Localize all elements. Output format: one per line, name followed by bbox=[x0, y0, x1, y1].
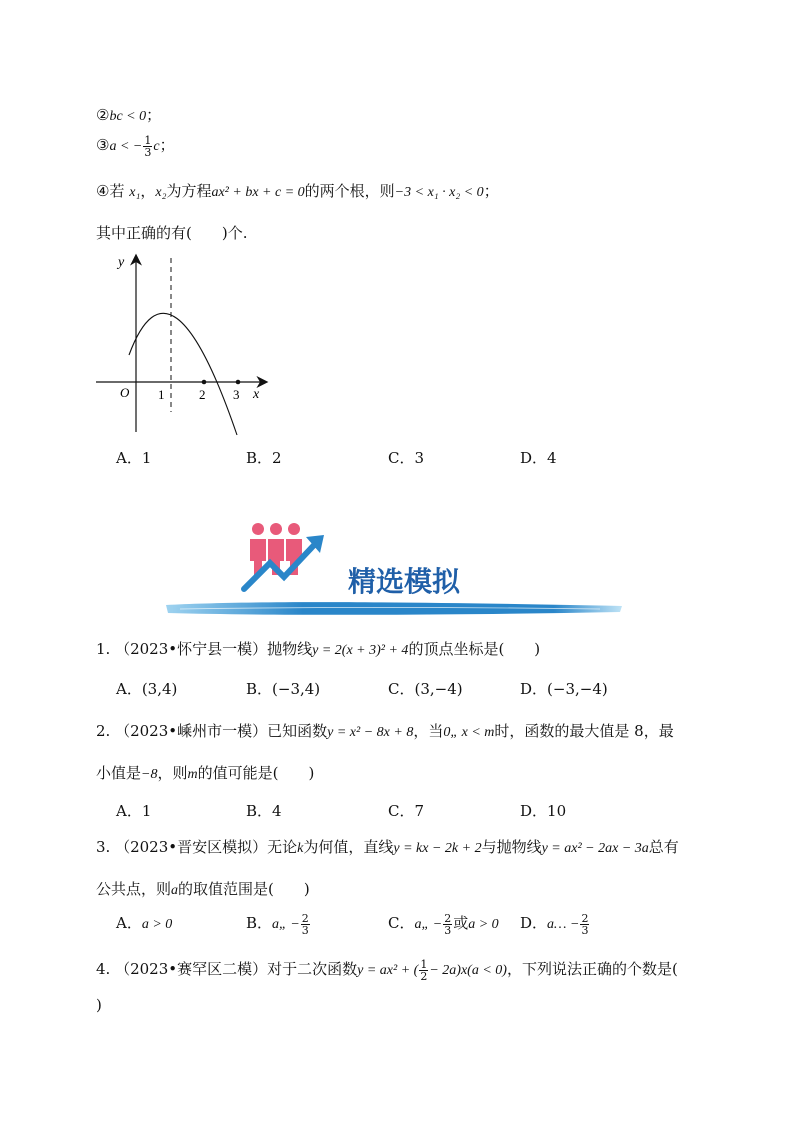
item-4: ④若 x₁，x₂为方程ax² + bx + c = 0的两个根，则−3 < x₁ · x₂ < 0； bbox=[96, 182, 499, 200]
parabola-curve bbox=[129, 313, 237, 435]
q1-option-a[interactable]: A．(3,4) bbox=[116, 680, 178, 698]
question-2: 2. （2023•嵊州市一模）已知函数y = x² − 8x + 8，当0„ x < m时，函数的最大值是 8，最 bbox=[96, 722, 674, 740]
fraction: $\frac{1}{2}$ bbox=[420, 957, 428, 983]
question-tail: 其中正确的有( )个. bbox=[96, 224, 248, 242]
q3-option-b[interactable]: B．a„ − $\frac{2}{3}$ bbox=[246, 911, 309, 937]
q2-option-d[interactable]: D．10 bbox=[520, 802, 567, 820]
question-3: 3. （2023•晋安区模拟）无论k为何值，直线y = kx − 2k + 2与抛物线y = ax² − 2ax − 3a总有 bbox=[96, 838, 679, 856]
item-2: ②bc < 0； bbox=[96, 106, 162, 124]
banner-title: 精选模拟 bbox=[348, 565, 461, 598]
q3-option-d[interactable]: D．a… − $\frac{2}{3}$ bbox=[520, 911, 589, 937]
q2-option-c[interactable]: C．7 bbox=[388, 802, 425, 820]
q1-option-d[interactable]: D．(−3,−4) bbox=[520, 680, 608, 698]
fraction: $\frac{1}{3}$ bbox=[144, 133, 152, 159]
question-3-line-2: 公共点，则a的取值范围是( ) bbox=[96, 880, 310, 898]
option-a[interactable]: A．1 bbox=[116, 449, 152, 467]
question-4: 4. （2023•赛罕区二模）对于二次函数y = ax² + ( $\frac{1}{2}$ − 2a)x(a < 0)，下列说法正确的个数是( bbox=[96, 957, 678, 983]
tick-2: 2 bbox=[199, 387, 206, 402]
question-4-line-2: ) bbox=[96, 996, 102, 1014]
point-3 bbox=[236, 380, 241, 385]
q1-option-b[interactable]: B．(−3,4) bbox=[246, 680, 321, 698]
section-banner bbox=[160, 515, 630, 625]
question-1: 1. （2023•怀宁县一模）抛物线y = 2(x + 3)² + 4的顶点坐标是( ) bbox=[96, 640, 541, 658]
q2-option-a[interactable]: A．1 bbox=[116, 802, 152, 820]
parabola-graph bbox=[90, 250, 280, 440]
tick-1: 1 bbox=[158, 387, 165, 402]
people-growth-icon bbox=[244, 523, 324, 589]
q2-option-b[interactable]: B．4 bbox=[246, 802, 282, 820]
question-2-line-2: 小值是−8，则m的值可能是( ) bbox=[96, 764, 315, 782]
x-label: x bbox=[253, 387, 260, 402]
q3-option-c[interactable]: C．a„ − $\frac{2}{3}$ 或a > 0 bbox=[388, 911, 499, 937]
option-d[interactable]: D．4 bbox=[520, 449, 557, 467]
option-c[interactable]: C．3 bbox=[388, 449, 425, 467]
option-b[interactable]: B．2 bbox=[246, 449, 282, 467]
item-3: ③a < − $\frac{1}{3}$ c； bbox=[96, 133, 175, 159]
q3-option-a[interactable]: A．a > 0 bbox=[116, 914, 173, 932]
point-2 bbox=[202, 380, 207, 385]
tick-3: 3 bbox=[233, 387, 240, 402]
q1-option-c[interactable]: C．(3,−4) bbox=[388, 680, 463, 698]
origin-label: O bbox=[120, 385, 130, 400]
y-label: y bbox=[118, 255, 125, 270]
